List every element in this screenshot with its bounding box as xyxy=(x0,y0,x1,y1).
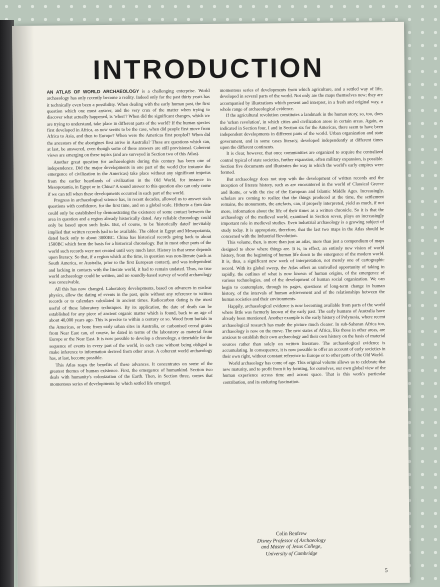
author-title: and Master of Jesus College, xyxy=(261,543,322,551)
paragraph: All this has now changed. Laboratory developments, based on advances in nuclear physics, allow the dating of events in the past, quite without any reference to written records or to calendars calculated in ancient times. Radiocarbon dating is the most useful of these laboratory techniques. By its application, the date of death can be established for any piece of ancient organic matter which is found, back to an age of about 40,000 years ago. This is precise to within a century or so. Wood from burials in the Americas, or bone from early urban sites in Australia, or carbonised cereal grains from Near East can, of course, be dated in terms of the laboratory as material from Europe or the Near East. It is now possible to develop a chronology, a timetable for the sequence of events in every part of the world, in each case without being obliged to make inference to information derived from other areas. A coherent world archaeology has, at last, become possible. xyxy=(48,284,213,362)
page-gutter-shadow xyxy=(12,26,40,587)
paragraph: Progress in archaeological science has, in recent decades, allowed us to answer such questions with confidence, for the first time, and on a global scale. Hitherto a firm date could only be established by demonstrating the existence of some contact between the area in question and a region already historically dated. Any reliable chronology could only be based upon such links. But, of course, to be 'historically dated' inevitably implied that written records had to be available. The oldest in Egypt and Mesopotamia, dated back only to about 3000BC. China has historical records going back to about 1500BC which form the basis for a historical chronology. But in most other parts of the world such records were not created until very much later. History in that sense depends upon literacy. So that, if a region which at the time, in question was non-literate (such as South America, or Australia, prior to the first European contact), and was independent and lacking in contacts with the literate world, it had to remain undated. Thus, no true world archaeology could be written, and no soundly-based survey of world archaeology was conceivable. xyxy=(47,195,212,285)
author-signature xyxy=(195,530,387,558)
paragraph: World archaeology has come of age. This original volume allows us to celebrate that new maturity, and to profit from it by forming, for ourselves, our own global view of the human experience across time and across space. That is this work's particular contribution, and its enduring fascination. xyxy=(222,358,386,385)
lead-in-text: AN ATLAS OF WORLD ARCHAEOLOGY xyxy=(46,88,140,95)
paragraph: If the agricultural revolution constitutes a landmark in the human story, so, too, does the 'urban revolution', in which cities and civilization arose in certain areas. Again, as indicated in Section four, I and in Section six for the Americas, there seem to have been independent developments in different parts of the world. Urban organization and state government, and in some cases literacy, developed independently at different times upon the different continents. xyxy=(219,111,384,150)
text-columns xyxy=(47,86,388,537)
paragraph: This volume, then, is more than just an atlas, more than just a compendium of maps designed to show where things are. It is, in effect, an entirely new vision of world history, from the beginning of human life down to the emergence of the modern world. It is, thus, a significant new work of interpretation, not merely one of cartographic record. With its global sweep, the Atlas offers an unrivalled opportunity of taking in rapidly, the outlines of what is now known of human origins, of the emergence of various technologies, and of the development of human social organization. We can begin to contemplate, through its pages, questions of long-term change in human history, of the intervals of human achievement and of the relationships between the human societies and their environments. xyxy=(221,238,385,303)
book-page xyxy=(12,22,410,587)
paragraph xyxy=(47,88,211,159)
paragraph: This Atlas reaps the benefits of these advances. It concentrates on some of the greatest themes of human existence. First, the emergence of humankind. Section two deals with humanity's colonization of the Earth. Then, in Section three, comes that momentous series of developments by which settled life emerged. xyxy=(49,360,213,387)
paragraph-text: is a challenging enterprise. World archaeology has only recently become a reality. Indeed only for the past thirty years has it technically even been a possibility. When dealing with the early human past, the first question which one must answer, and the very crux of the matter when trying to discover what actually happened, is 'when'? When did the significant changes, which we are trying to understand, take place in different parts of the world? If the human species first developed in Africa, as now seems to be the case, when did people first move from Africa to Asia, and then to Europe? When were the Americas first peopled? When did the ancestors of the aborigines first arrive in Australia? These are questions which can, at last, be answered, even though some of these answers are still provisional. Coherent views are emerging on these topics (and are surveyed in Section two of this Atlas). xyxy=(46,87,211,159)
paragraph: But archaeology does not stop with the development of written records and the inception of literate history, such as are encountered in the world of Classical Greece and Rome, or with the rise of the European and Islamic Middle Ages. Increasingly, scholars are coming to realize that the things produced at the time, the settlement remains, the monuments, the artefacts, can, if properly interpreted, yield as much, if not more, information about the life of their times as a written chronicle. So it is that the archaeology of the medieval world, examined in Section seven, plays an increasingly important role in medieval studies. Even industrial archaeology is a growing subject of study today. It is appropriate, therefore, that the last two maps in the Atlas should be concerned with the Industrial Revolution. xyxy=(220,174,385,239)
paragraph: It is clear, however, that once communities are organized to acquire the centralized control typical of state societies, further expansion, often military expansion, is possible. Section five documents and illustrates the way in which the world's early empires were formed. xyxy=(220,149,384,176)
page-title: INTRODUCTION xyxy=(92,52,325,86)
paragraph: momentous series of developments from which agriculture, and a settled way of life, developed in several parts of the world. Not only are the maps themselves new; they are accompanied by illustrations which present and interpret, in a fresh and original way, a whole range of archaeological evidence. xyxy=(219,86,383,112)
page-number: 5 xyxy=(384,568,388,575)
paragraph: Happily, archaeological evidence is now becoming available from parts of the world where little was formerly known of the early past. The early humans of Australia have already been mentioned. Another example is the early history of Polynesia, where recent archaeological research has made the picture much clearer. In sub-Saharan Africa too, archaeology is now on the move. The new states of Africa, like those in other areas, are anxious to establish their own archaeology and their own history on the basis of material sources rather than solely on written literature. The archaeological evidence is accumulating. In consequence, it is now possible to offer an account of early societies in their own right, without constant reference to Europe or to other parts of the Old World. xyxy=(221,301,386,360)
author-affiliation: University of Cambridge xyxy=(265,550,318,558)
paragraph: Another great question for archaeologists during this century has been one of independence. Did the major developments in one part of the world (for instance the emergence of civilization in the Americas) take place without any significant impetus from the earlier heartlands of civilization in the Old World, for instance in Mesopotamia, in Egypt or in China? A sound answer to this question also can only come if we can tell when these developments occurred in each part of the world. xyxy=(47,157,211,197)
left-column xyxy=(47,88,215,538)
author-name: Colin Renfrew xyxy=(275,530,307,538)
author-title: Disney Professor of Archaeology xyxy=(257,537,326,545)
right-column xyxy=(220,86,388,536)
